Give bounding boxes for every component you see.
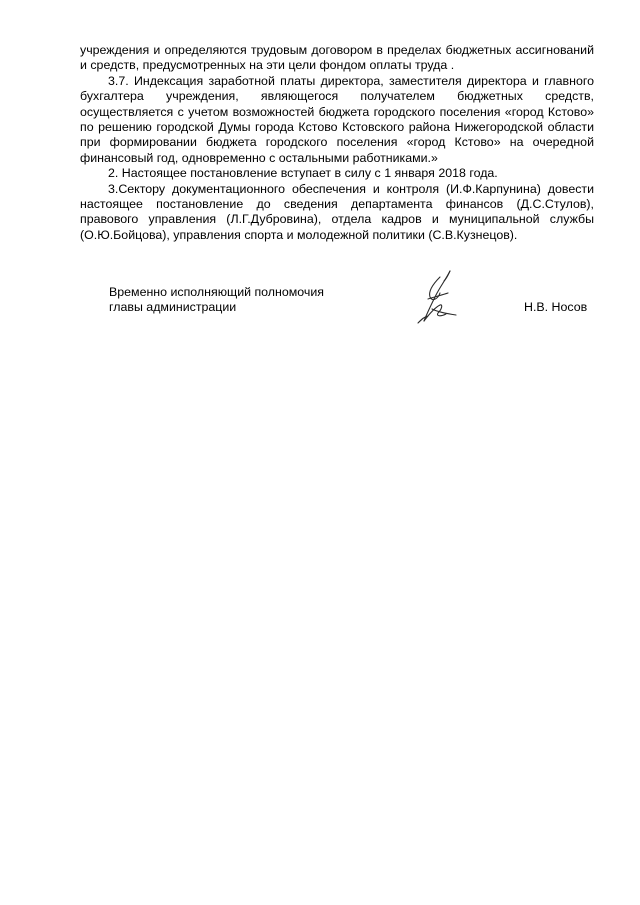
signatory-name: Н.В. Носов xyxy=(524,300,588,315)
paragraph-item-3: 3.Сектору документационного обеспечения и контроля (И.Ф.Карпунина) довести настоящее постановление до сведения департамента финансов (Д.С.Стулов), правового управления (Л.Г.Дубровина), отдела кадров и муниципальной службы (О.Ю.Бойцова), управления спорта и молодежной политики (С.В.Кузнецов). xyxy=(80,181,594,242)
paragraph-clause-3-7: 3.7. Индексация заработной платы директора, заместителя директора и главного бухгалтера учреждения, являющегося получателем бюджетных средств, осуществляется с учетом возможностей бюджета городского поселения «город Кстово» по решению городской Думы города Кстово Кстовского района Нижегородской области при формировании бюджета городского поселения «город Кстово» на очередной финансовый год, одновременно с остальными работниками.» xyxy=(80,73,594,165)
document-body xyxy=(80,43,594,243)
signature-block xyxy=(0,285,640,335)
paragraph-item-2: 2. Настоящее постановление вступает в силу с 1 января 2018 года. xyxy=(108,166,498,181)
signatory-title xyxy=(109,285,324,316)
handwritten-signature xyxy=(410,269,462,325)
signatory-title-line-2: главы администрации xyxy=(109,300,237,315)
paragraph-continuation: учреждения и определяются трудовым договором в пределах бюджетных ассигнований и средств, предусмотренных на эти цели фондом оплаты труда . xyxy=(80,43,594,73)
signatory-title-line-1: Временно исполняющий полномочия xyxy=(109,285,324,299)
